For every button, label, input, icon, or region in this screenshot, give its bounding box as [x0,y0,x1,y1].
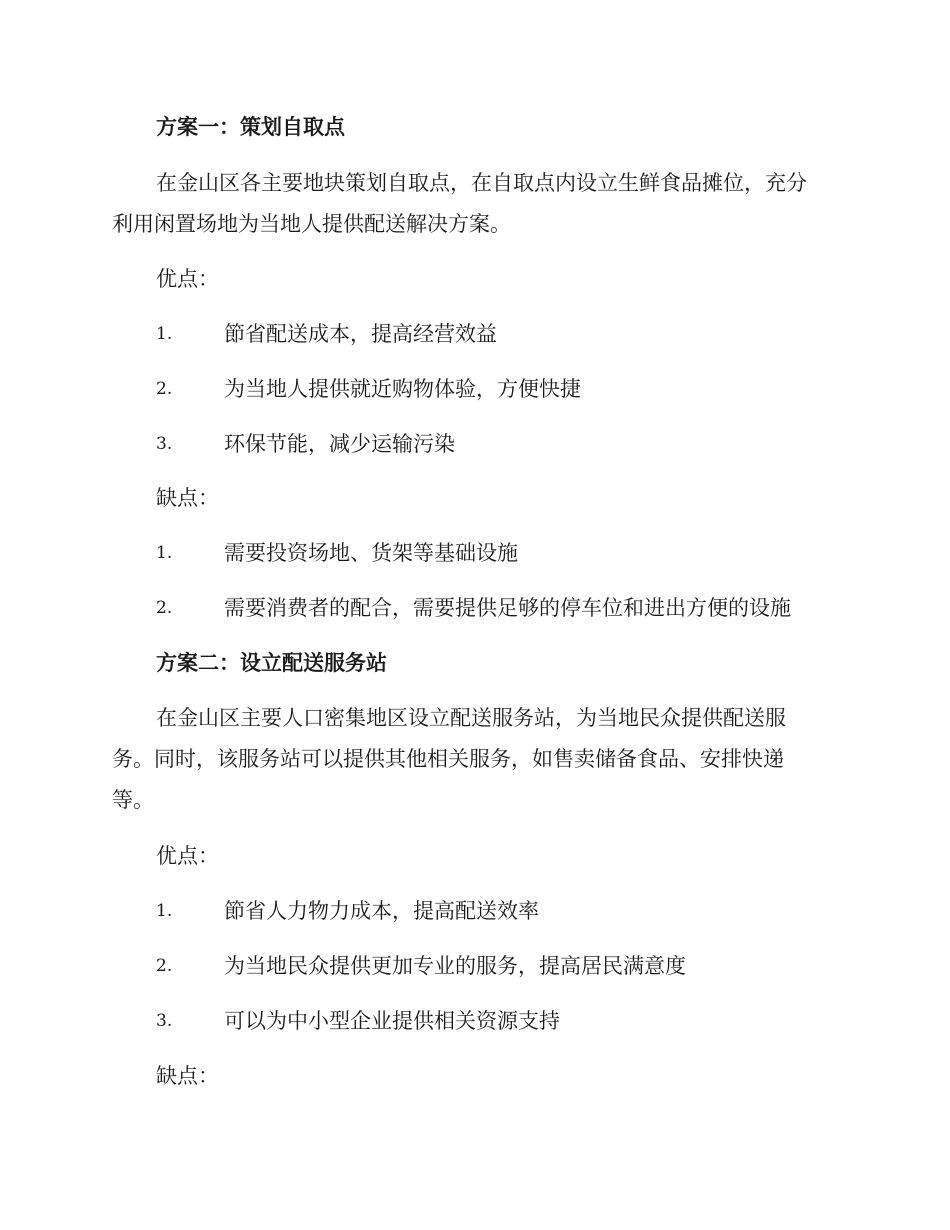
list-item: 为当地人提供就近购物体验，方便快捷 [224,377,581,401]
section1-description-line1: 在金山区各主要地块策划自取点，在自取点内设立生鲜食品摊位，充分 [156,171,807,195]
section1-description-line2: 利用闲置场地为当地人提供配送解决方案。 [112,212,511,236]
section2-cons-label: 缺点： [156,1064,219,1088]
list-item: 需要投资场地、货架等基础设施 [224,541,518,565]
section1-pros-label: 优点： [156,267,219,291]
section1-heading: 方案一：策划自取点 [156,114,345,139]
list-item-number: 1. [156,543,173,563]
list-item: 需要消费者的配合，需要提供足够的停车位和进出方便的设施 [224,596,791,620]
list-item: 節省人力物力成本，提高配送效率 [224,899,539,923]
list-item-number: 1. [156,324,173,344]
list-item: 節省配送成本，提高经营效益 [224,322,497,346]
list-item-number: 1. [156,901,173,921]
list-item-number: 3. [156,1011,173,1031]
list-item-number: 2. [156,598,173,618]
list-item: 为当地民众提供更加专业的服务，提高居民满意度 [224,954,686,978]
section2-pros-label: 优点： [156,844,219,868]
list-item: 环保节能，减少运输污染 [224,432,455,456]
list-item: 可以为中小型企业提供相关资源支持 [224,1009,560,1033]
section2-description-line3: 等。 [112,788,154,812]
list-item-number: 2. [156,379,173,399]
section2-description-line2: 务。同时，该服务站可以提供其他相关服务，如售卖储备食品、安排快递 [112,747,784,771]
section2-description-line1: 在金山区主要人口密集地区设立配送服务站，为当地民众提供配送服 [156,706,786,730]
list-item-number: 2. [156,956,173,976]
section1-cons-label: 缺点： [156,486,219,510]
list-item-number: 3. [156,434,173,454]
section2-heading: 方案二：设立配送服务站 [156,650,387,675]
